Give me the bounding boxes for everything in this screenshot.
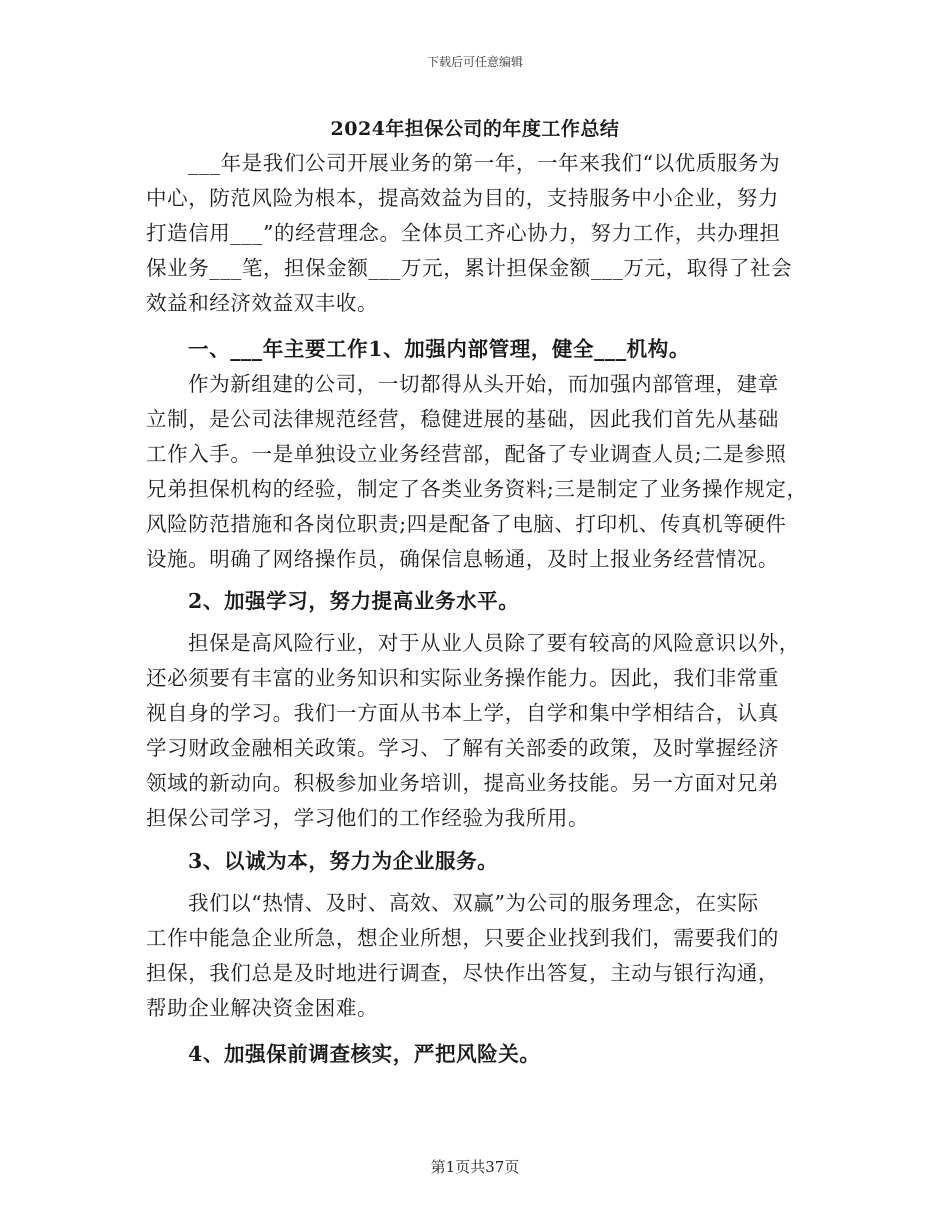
- body-line: 效益和经济效益双丰收。: [146, 291, 379, 315]
- body-line: 担保公司学习，学习他们的工作经验为我所用。: [146, 806, 590, 830]
- body-line: 设施。明确了网络操作员，确保信息畅通，及时上报业务经营情况。: [146, 547, 779, 571]
- body-line: 作为新组建的公司，一切都得从头开始，而加强内部管理，建章: [188, 372, 779, 396]
- body-line: 我们以“热情、及时、高效、双赢”为公司的服务理念，在实际: [188, 891, 759, 915]
- body-line: 担保，我们总是及时地进行调查，尽快作出答复，主动与银行沟通，: [146, 961, 779, 985]
- section-heading: 一、___年主要工作1、加强内部管理，健全___机构。: [188, 337, 690, 361]
- body-line: 领域的新动向。积极参加业务培训，提高业务技能。另一方面对兄弟: [146, 771, 779, 795]
- body-line: 还必须要有丰富的业务知识和实际业务操作能力。因此，我们非常重: [146, 666, 779, 690]
- body-line: 工作中能急企业所急，想企业所想，只要企业找到我们，需要我们的: [146, 926, 779, 950]
- body-line: 立制，是公司法律规范经营，稳健进展的基础，因此我们首先从基础: [146, 407, 779, 431]
- body-line: 视自身的学习。我们一方面从书本上学，自学和集中学相结合，认真: [146, 701, 779, 725]
- body-line: 打造信用___”的经营理念。全体员工齐心协力，努力工作，共办理担: [146, 221, 781, 245]
- body-line: 兄弟担保机构的经验，制定了各类业务资料;三是制定了业务操作规定，: [146, 477, 808, 501]
- body-line: 保业务___笔，担保金额___万元，累计担保金额___万元，取得了社会: [146, 256, 793, 280]
- body-line: 帮助企业解决资金困难。: [146, 996, 379, 1020]
- section-heading: 2、加强学习，努力提高业务水平。: [188, 589, 520, 613]
- body-line: 中心，防范风险为根本，提高效益为目的，支持服务中小企业，努力: [146, 186, 779, 210]
- section-heading: 3、以诚为本，努力为企业服务。: [188, 849, 499, 873]
- page-header: 下载后可任意编辑: [426, 55, 523, 69]
- body-line: ___年是我们公司开展业务的第一年，一年来我们“以优质服务为: [188, 151, 781, 175]
- document-title: 2024年担保公司的年度工作总结: [330, 118, 620, 140]
- body-line: 担保是高风险行业，对于从业人员除了要有较高的风险意识以外，: [188, 631, 800, 655]
- page-number: 第1页共37页: [430, 1158, 520, 1176]
- body-line: 工作入手。一是单独设立业务经营部，配备了专业调查人员;二是参照: [146, 442, 787, 466]
- body-line: 风险防范措施和各岗位职责;四是配备了电脑、打印机、传真机等硬件: [146, 512, 787, 536]
- body-line: 学习财政金融相关政策。学习、了解有关部委的政策，及时掌握经济: [146, 736, 779, 760]
- section-heading: 4、加强保前调查核实，严把风险关。: [188, 1042, 541, 1066]
